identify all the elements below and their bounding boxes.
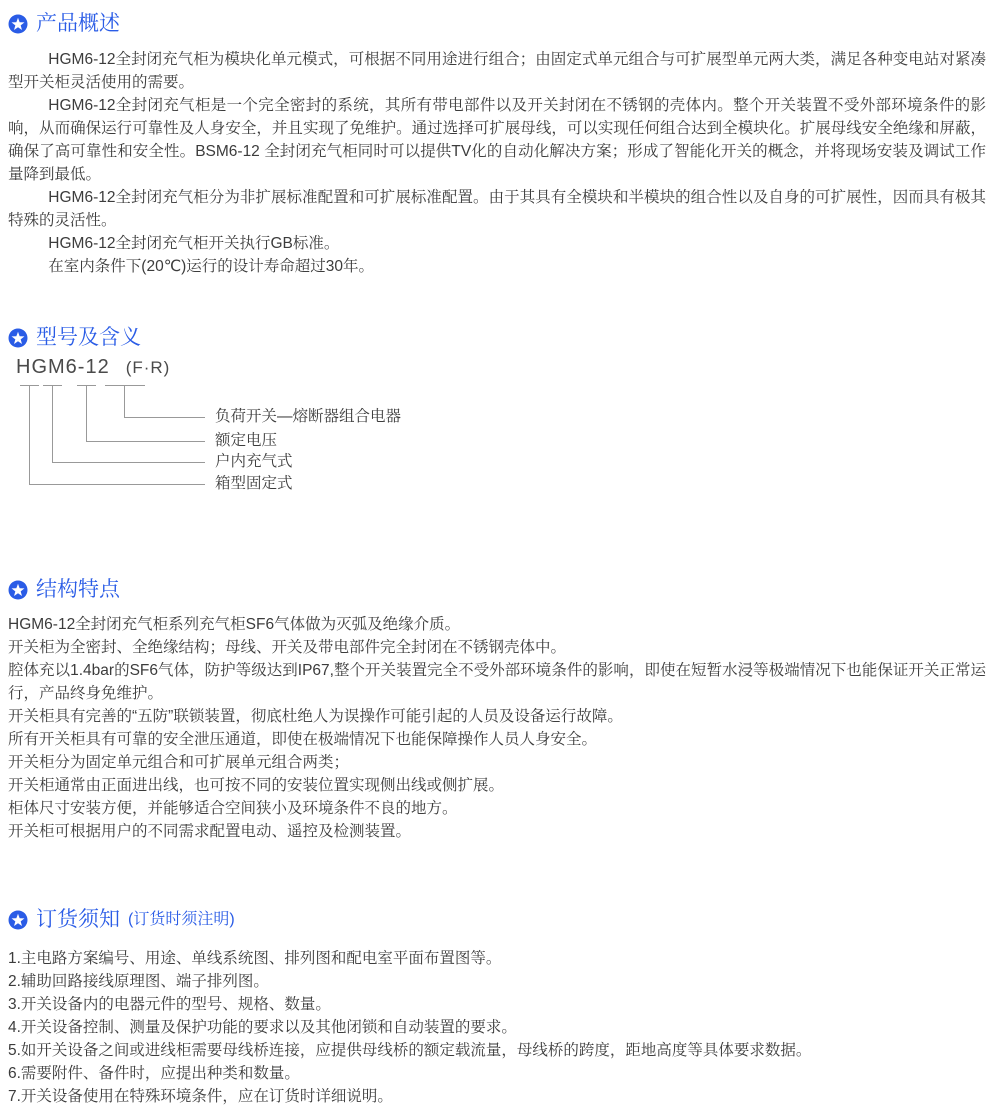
section-header-model: [8, 324, 986, 352]
section-structure-features: [0, 576, 1000, 843]
ordering-item: 7.开关设备使用在特殊环境条件，应在订货时详细说明。: [8, 1088, 393, 1105]
diagram-label: 额定电压: [215, 432, 278, 449]
model-code: HGM6-12: [16, 356, 110, 378]
ordering-item: 6.需要附件、备件时，应提出种类和数量。: [8, 1065, 300, 1082]
section-subtitle-text: (订货时须注明): [128, 911, 235, 928]
structure-item: 开关柜为全密封、全绝缘结构；母线、开关及带电部件完全封闭在不锈钢壳体中。: [8, 639, 567, 656]
section-product-overview: [0, 10, 1000, 278]
circled-star-icon: [8, 580, 28, 600]
structure-body: [8, 613, 986, 843]
structure-item: 开关柜分为固定单元组合和可扩展单元组合两类；: [8, 754, 350, 771]
circled-star-icon: [8, 14, 28, 34]
section-header-ordering: [8, 906, 986, 934]
connector-line: [52, 462, 205, 463]
overview-paragraph: HGM6-12全封闭充气柜分为非扩展标准配置和可扩展标准配置。由于其具有全模块和半模块的组合性以及自身的可扩展性，因而具有极其特殊的灵活性。: [8, 189, 986, 229]
circled-star-icon: [8, 910, 28, 930]
section-ordering-notes: [0, 906, 1000, 1108]
ordering-item: 5.如开关设备之间或进线柜需要母线桥连接，应提供母线桥的额定载流量，母线桥的跨度，距地高度等具体要求数据。: [8, 1042, 812, 1059]
connector-line: [52, 385, 53, 462]
structure-item: 所有开关柜具有可靠的安全泄压通道，即使在极端情况下也能保障操作人员人身安全。: [8, 731, 598, 748]
model-designation-diagram: [8, 356, 986, 508]
model-code-row: [16, 356, 170, 379]
ordering-item: 3.开关设备内的电器元件的型号、规格、数量。: [8, 996, 331, 1013]
structure-item: 腔体充以1.4bar的SF6气体，防护等级达到IP67,整个开关装置完全不受外部环境条件的影响，即使在短暂水浸等极端情况下也能保证开关正常运行，产品终身免维护。: [8, 662, 986, 702]
diagram-label: 负荷开关—熔断器组合电器: [215, 408, 402, 425]
diagram-label: 箱型固定式: [215, 475, 293, 492]
connector-line: [86, 441, 205, 442]
ordering-item: 2.辅助回路接线原理图、端子排列图。: [8, 973, 269, 990]
tick-bar: [105, 385, 145, 386]
connector-line: [86, 385, 87, 441]
structure-item: 柜体尺寸安装方便，并能够适合空间狭小及环境条件不良的地方。: [8, 800, 458, 817]
model-suffix: (F·R): [125, 358, 171, 377]
structure-item: 开关柜可根据用户的不同需求配置电动、遥控及检测装置。: [8, 823, 412, 840]
section-header-structure: [8, 576, 986, 604]
structure-item: HGM6-12全封闭充气柜系列充气柜SF6气体做为灭弧及绝缘介质。: [8, 616, 461, 633]
section-header-overview: [8, 10, 986, 38]
structure-item: 开关柜通常由正面进出线，也可按不同的安装位置实现侧出线或侧扩展。: [8, 777, 505, 794]
connector-line: [124, 385, 125, 417]
structure-item: 开关柜具有完善的“五防”联锁装置，彻底杜绝人为误操作可能引起的人员及设备运行故障。: [8, 708, 623, 725]
overview-paragraph: 在室内条件下(20℃)运行的设计寿命超过30年。: [48, 258, 375, 275]
section-title-text: 型号及含义: [36, 326, 141, 349]
overview-body: [8, 48, 986, 278]
section-model-designation: [0, 324, 1000, 508]
connector-line: [29, 484, 205, 485]
connector-line: [29, 385, 30, 484]
section-title-text: 订货须知: [36, 908, 120, 931]
ordering-item: 4.开关设备控制、测量及保护功能的要求以及其他闭锁和自动装置的要求。: [8, 1019, 517, 1036]
ordering-item: 1.主电路方案编号、用途、单线系统图、排列图和配电室平面布置图等。: [8, 950, 502, 967]
circled-star-icon: [8, 328, 28, 348]
section-title-text: 结构特点: [36, 578, 120, 601]
ordering-body: [8, 947, 986, 1108]
diagram-label: 户内充气式: [215, 453, 293, 470]
connector-line: [124, 417, 205, 418]
overview-paragraph: HGM6-12全封闭充气柜为模块化单元模式，可根据不同用途进行组合；由固定式单元组合与可扩展型单元两大类，满足各种变电站对紧凑型开关柜灵活使用的需要。: [8, 51, 986, 91]
overview-paragraph: HGM6-12全封闭充气柜开关执行GB标准。: [48, 235, 340, 252]
overview-paragraph: HGM6-12全封闭充气柜是一个完全密封的系统，其所有带电部件以及开关封闭在不锈钢的壳体内。整个开关装置不受外部环境条件的影响，从而确保运行可靠性及人身安全，并且实现了免维护。通过选择可扩展母线，可以实现任何组合达到全模块化。扩展母线安全绝缘和屏蔽，确保了高可靠性和安全性。BSM6-12 全封闭充气柜同时可以提供TV化的自动化解决方案；形成了智能化开关的概念，并将现场安装及调试工作量降到最低。: [8, 97, 986, 183]
section-title-text: 产品概述: [36, 12, 120, 35]
